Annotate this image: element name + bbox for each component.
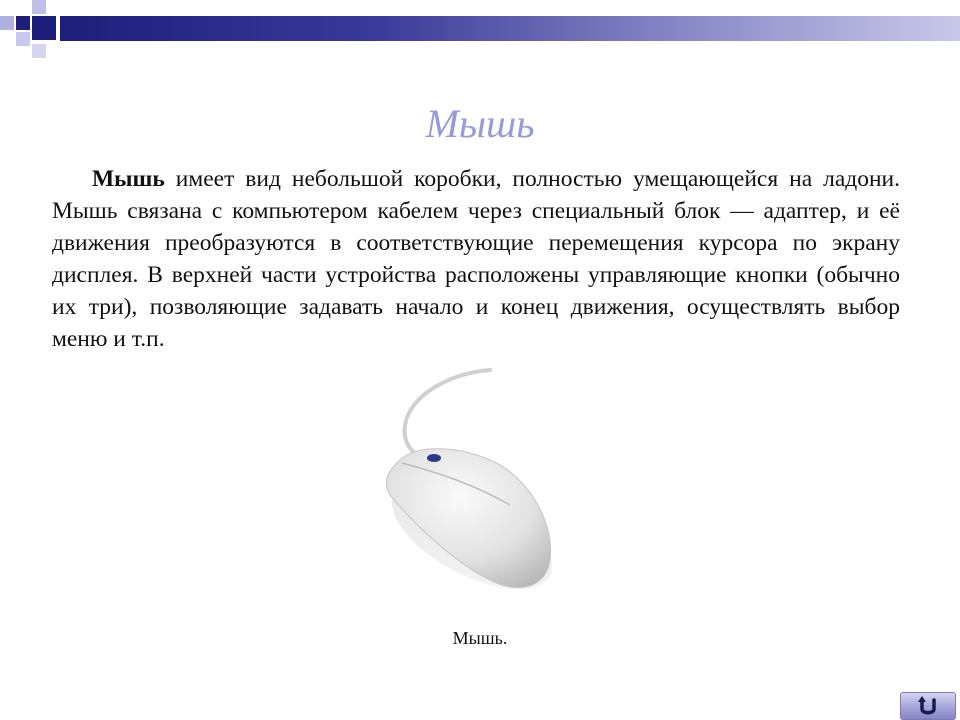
paragraph-lead-word: Мышь: [92, 166, 165, 192]
header-square: [32, 16, 56, 40]
header-square: [32, 0, 46, 14]
header-square: [16, 16, 30, 30]
image-caption: Мышь.: [452, 628, 508, 648]
computer-mouse-image: [360, 365, 600, 605]
slide-paragraph: [52, 163, 900, 355]
paragraph-text: имеет вид небольшой коробки, полностью умещающейся на ладони. Мышь связана с компьютером кабелем через специальный блок — адаптер, и её движения преобразуются в соответствующие перемещения курсора по экрану дисплея. В верхней части устройства расположены управляющие кнопки (обычно их три), позволяющие задавать начало и конец движения, осуществлять выбор меню и т.п.: [52, 166, 900, 352]
header-square: [16, 32, 30, 46]
mouse-cable: [405, 370, 490, 461]
header-square: [0, 16, 14, 30]
u-turn-arrow-icon: [917, 696, 939, 716]
return-button[interactable]: [900, 692, 956, 720]
header-square: [32, 44, 46, 58]
header-bar: [60, 16, 960, 41]
mouse-body: [386, 449, 550, 588]
slide-title: Мышь: [425, 101, 535, 146]
mouse-scroll-wheel: [427, 454, 441, 462]
